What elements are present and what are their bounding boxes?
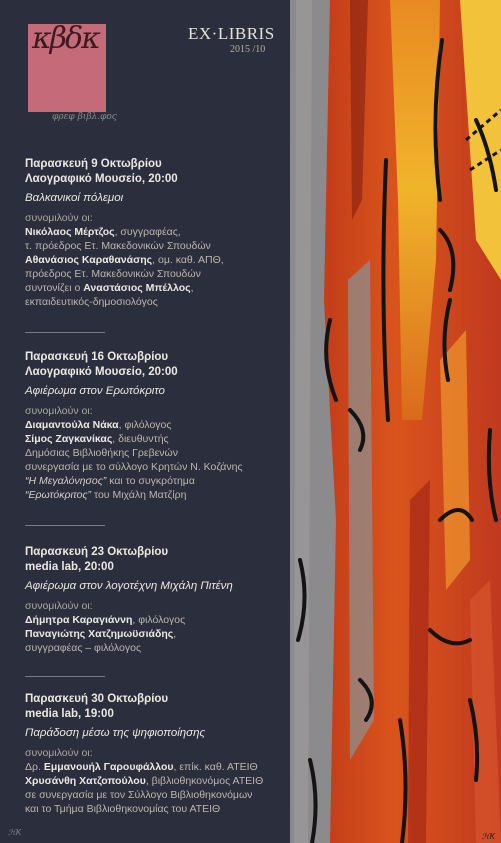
speaker-name: Δήμητρα Καραγιάννη — [25, 614, 133, 626]
speaker-line — [25, 281, 287, 295]
speaker-role: τ. πρόεδρος Ετ. Μακεδονικών Σπουδών — [25, 240, 211, 252]
speaker-role: , ομ. καθ. ΑΠΘ, — [152, 254, 224, 266]
speaker-line — [25, 613, 287, 627]
speaker-role: , — [190, 282, 194, 294]
event-block — [25, 350, 287, 502]
event-date: Παρασκευή 23 Οκτωβρίου — [25, 546, 169, 558]
event-title: Βαλκανικοί πόλεμοι — [25, 192, 124, 204]
event-title: Αφιέρωμα στον λογοτέχνη Μιχάλη Πιτένη — [25, 580, 233, 592]
speaker-role: συνεργασία με το σύλλογο Κρητών Ν. Κοζάνης — [25, 461, 243, 473]
speaker-role: , φιλόλογος — [132, 614, 186, 626]
event-date: Παρασκευή 9 Οκτωβρίου — [25, 158, 162, 170]
speaker-role: του Μιχάλη Ματζίρη — [91, 489, 187, 501]
speaker-role: πρόεδρος Ετ. Μακεδονικών Σπουδών — [25, 268, 201, 280]
event-date: Παρασκευή 30 Οκτωβρίου — [25, 693, 169, 705]
speaker-role: , συγγραφέας, — [114, 226, 181, 238]
speaker-line — [25, 446, 287, 460]
speaker-name: Αναστάσιος Μπέλλος — [83, 282, 191, 294]
speakers-label: συνομιλούν οι: — [25, 212, 93, 224]
issue-number: 2015 /10 — [230, 44, 266, 55]
speaker-name: Διαμαντούλα Νάκα — [25, 419, 119, 431]
speaker-line — [25, 267, 287, 281]
speaker-line — [25, 253, 287, 267]
event-block — [25, 692, 287, 816]
speaker-line — [25, 760, 287, 774]
ensemble-name: “Η Μεγαλόνησος” — [25, 475, 107, 487]
artist-signature: ℋK — [8, 828, 22, 837]
speaker-name: Νικόλαος Μέρτζος — [25, 226, 115, 238]
event-title: Αφιέρωμα στον Ερωτόκριτο — [25, 385, 165, 397]
speaker-line — [25, 295, 287, 309]
speaker-line — [25, 802, 287, 816]
speaker-role: , διευθυντής — [112, 433, 169, 445]
event-block — [25, 545, 287, 655]
brand-title: EX·LIBRIS — [188, 24, 275, 43]
speaker-line — [25, 474, 287, 488]
speaker-name: Παναγιώτης Χατζημωϋσιάδης — [25, 628, 174, 640]
speaker-role: , φιλόλογος — [118, 419, 172, 431]
event-venue: media lab, 19:00 — [25, 708, 114, 720]
logo-letters: κβδκ — [32, 21, 99, 56]
logo-signature: φρεφ βιβλ.φος — [52, 112, 117, 122]
speaker-line — [25, 774, 287, 788]
speaker-line — [25, 460, 287, 474]
abstract-painting — [290, 0, 501, 843]
speakers-label: συνομιλούν οι: — [25, 405, 93, 417]
event-block — [25, 157, 287, 309]
ensemble-name: “Ερωτόκριτος” — [25, 489, 92, 501]
speaker-line — [25, 432, 287, 446]
speaker-name: Σίμος Ζαγκανίκας — [25, 433, 113, 445]
speaker-role: και το Τμήμα Βιβλιοθηκονομίας του ΑΤΕΙΘ — [25, 803, 221, 815]
speaker-role: εκπαιδευτικός-δημοσιολόγος — [25, 296, 158, 308]
event-venue: media lab, 20:00 — [25, 561, 114, 573]
speaker-line — [25, 641, 287, 655]
speaker-role: συγγραφέας – φιλόλογος — [25, 642, 142, 654]
speaker-line — [25, 418, 287, 432]
logo — [28, 21, 106, 112]
speaker-line — [25, 627, 287, 641]
speaker-line — [25, 225, 287, 239]
divider — [25, 332, 105, 333]
speaker-prefix: Δρ. — [25, 761, 44, 773]
speaker-name: Αθανάσιος Καραθανάσης — [25, 254, 153, 266]
speaker-line — [25, 488, 287, 502]
divider — [25, 525, 105, 526]
speaker-role: Δημόσιας Βιβλιοθήκης Γρεβενών — [25, 447, 179, 459]
speakers-label: συνομιλούν οι: — [25, 600, 93, 612]
speaker-name: Εμμανουήλ Γαρουφάλλου — [43, 761, 174, 773]
speaker-line — [25, 239, 287, 253]
speaker-name: Χρυσάνθη Χατζοπούλου — [25, 775, 146, 787]
speaker-role: και το συγκρότημα — [106, 475, 195, 487]
event-date: Παρασκευή 16 Οκτωβρίου — [25, 351, 169, 363]
speaker-line — [25, 788, 287, 802]
event-venue: Λαογραφικό Μουσείο, 20:00 — [25, 173, 178, 185]
speaker-role: , επίκ. καθ. ΑΤΕΙΘ — [173, 761, 258, 773]
event-title: Παράδοση μέσω της ψηφιοποίησης — [25, 727, 206, 739]
divider — [25, 676, 105, 677]
painting-signature: ℋK — [481, 832, 495, 841]
speaker-role: σε συνεργασία με τον Σύλλογο Βιβλιοθηκονόμων — [25, 789, 253, 801]
speaker-role: , βιβλιοθηκονόμος ΑΤΕΙΘ — [145, 775, 264, 787]
painting-canvas — [290, 0, 501, 843]
speaker-prefix: συντονίζει ο — [25, 282, 84, 294]
event-venue: Λαογραφικό Μουσείο, 20:00 — [25, 366, 178, 378]
speakers-label: συνομιλούν οι: — [25, 747, 93, 759]
speaker-role: , — [173, 628, 177, 640]
